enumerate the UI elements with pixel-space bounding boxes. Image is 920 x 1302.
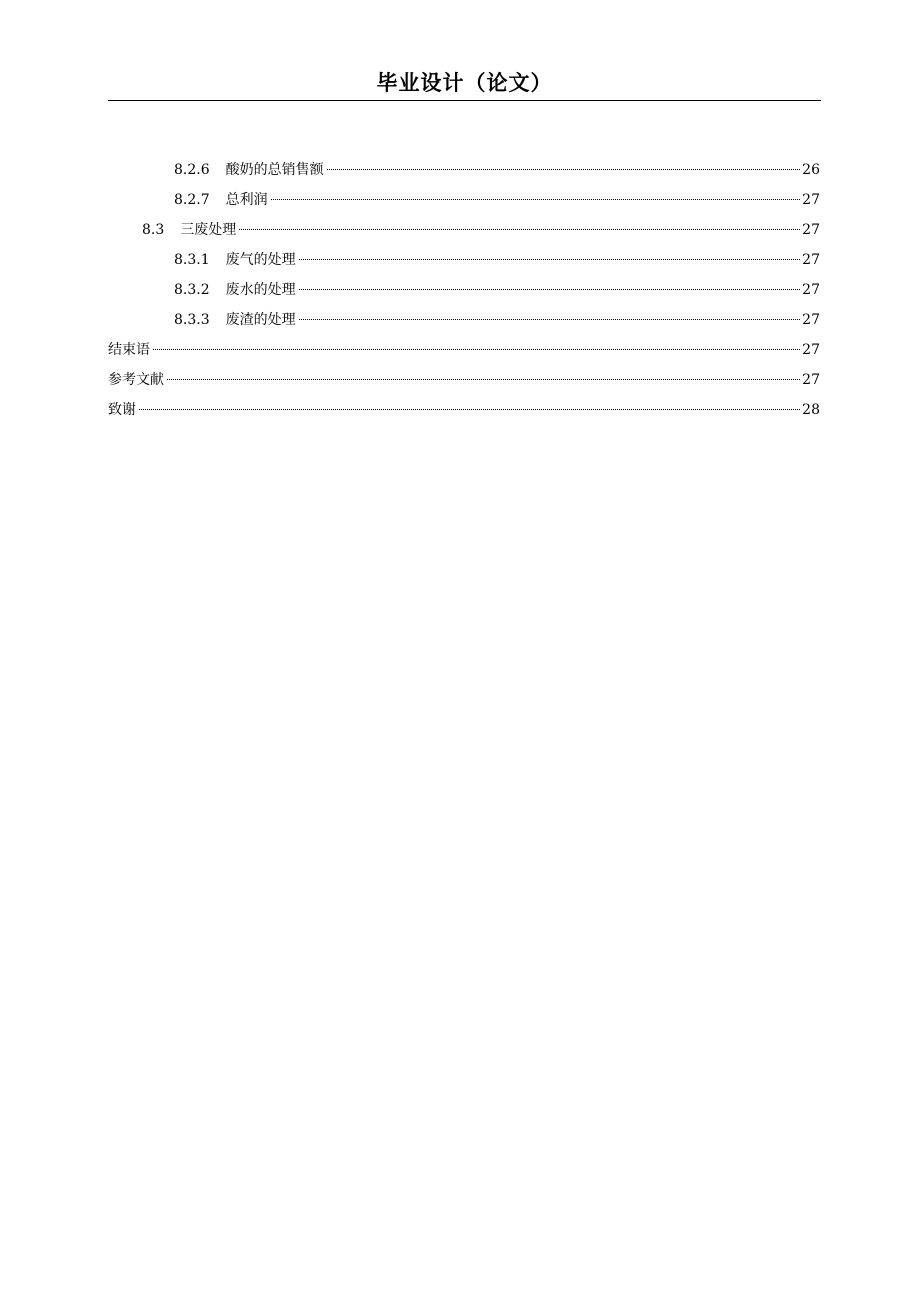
toc-entry[interactable] xyxy=(108,335,820,365)
toc-dot-leader xyxy=(299,289,801,290)
toc-entry-title: 致谢 xyxy=(108,402,136,418)
toc-entry-title: 酸奶的总销售额 xyxy=(225,162,324,178)
toc-entry-title: 废渣的处理 xyxy=(225,312,296,328)
toc-dot-leader xyxy=(139,409,800,410)
toc-dot-leader xyxy=(299,259,801,260)
toc-entry-page: 26 xyxy=(802,162,820,178)
toc-entry[interactable] xyxy=(108,215,820,245)
toc-dot-leader xyxy=(271,199,801,200)
toc-dot-leader xyxy=(153,349,800,350)
toc-entry-number: 8.2.7 xyxy=(174,192,210,208)
toc-entry[interactable] xyxy=(108,245,820,275)
toc-entry[interactable] xyxy=(108,275,820,305)
toc-entry-title: 废水的处理 xyxy=(225,282,296,298)
toc-entry[interactable] xyxy=(108,365,820,395)
toc-entry-number: 8.3.1 xyxy=(174,252,210,268)
toc-entry-title: 结束语 xyxy=(108,342,150,358)
toc-entry[interactable] xyxy=(108,155,820,185)
toc-entry[interactable] xyxy=(108,185,820,215)
toc-entry-page: 27 xyxy=(802,312,820,328)
toc-entry-page: 27 xyxy=(802,282,820,298)
toc-dot-leader xyxy=(239,229,800,230)
toc-entry-page: 27 xyxy=(802,342,820,358)
toc-dot-leader xyxy=(167,379,800,380)
toc-entry[interactable] xyxy=(108,305,820,335)
toc-entry-page: 27 xyxy=(802,222,820,238)
toc-dot-leader xyxy=(327,169,801,170)
toc-entry-page: 27 xyxy=(802,252,820,268)
toc-entry-title: 废气的处理 xyxy=(225,252,296,268)
toc-entry-number: 8.3 xyxy=(142,222,165,238)
toc-entry-title: 三废处理 xyxy=(180,222,237,238)
toc-entry[interactable] xyxy=(108,395,820,425)
toc-entry-number: 8.3.3 xyxy=(174,312,210,328)
toc-entry-number: 8.3.2 xyxy=(174,282,210,298)
page-header xyxy=(108,66,821,101)
page-title: 毕业设计（论文） xyxy=(376,71,553,95)
toc-entry-title: 参考文献 xyxy=(108,372,164,388)
toc-entry-page: 28 xyxy=(802,402,820,418)
toc-entry-page: 27 xyxy=(802,372,820,388)
toc-entry-page: 27 xyxy=(802,192,820,208)
toc-entry-title: 总利润 xyxy=(225,192,268,208)
table-of-contents xyxy=(108,155,820,425)
toc-dot-leader xyxy=(299,319,801,320)
toc-entry-number: 8.2.6 xyxy=(174,162,210,178)
